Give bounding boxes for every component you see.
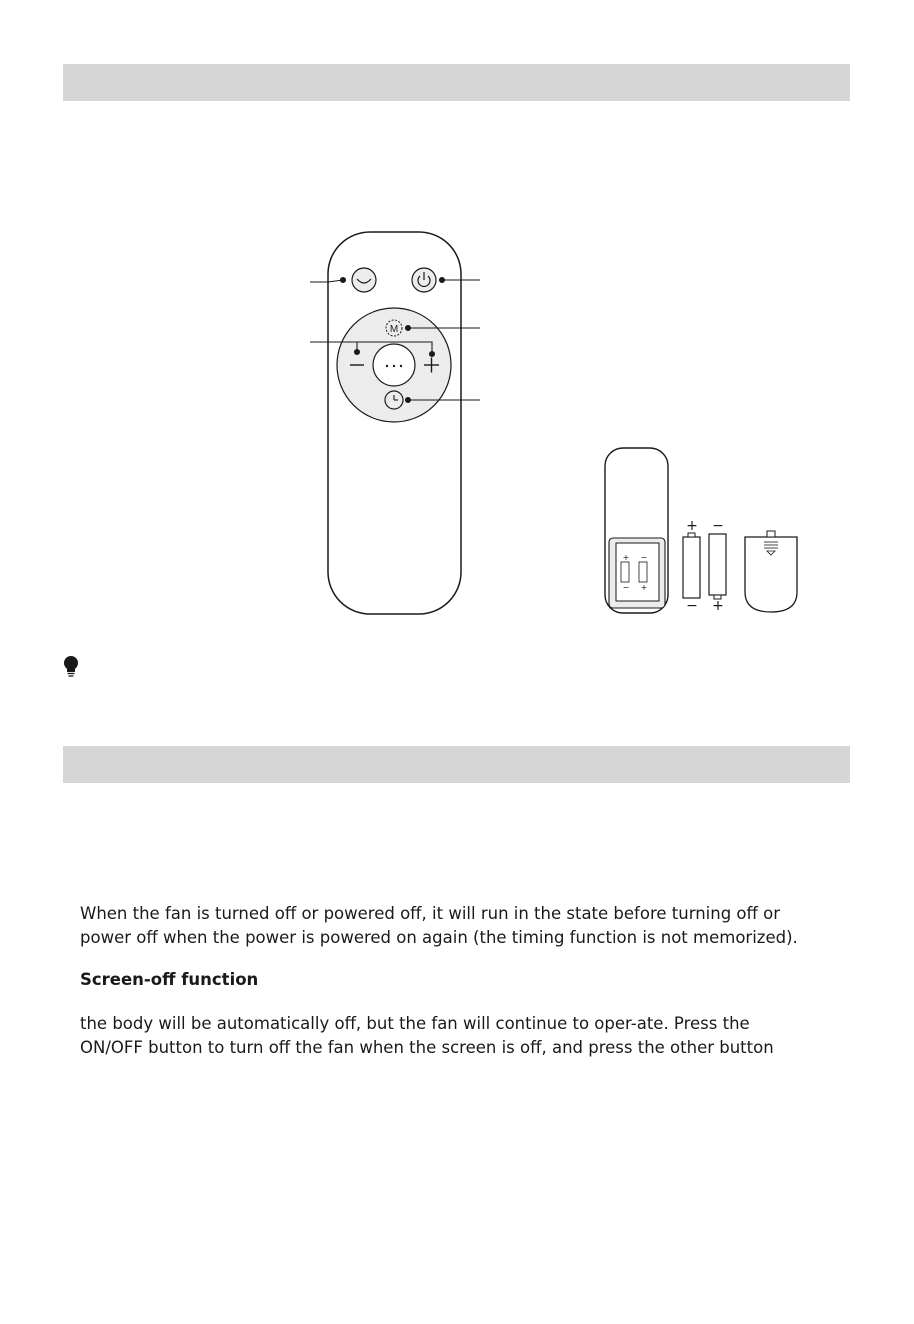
center-button[interactable] [373,344,415,386]
battery2-bottom-sign: + [712,598,724,614]
slot2-bottom-sign: + [640,583,648,592]
power-button[interactable] [412,268,436,292]
battery-1 [683,533,700,598]
memory-paragraph-line2: power off when the power is powered on again (the timing function is not memorized). [80,928,798,947]
battery-2 [709,534,726,599]
mode-label: M [389,324,399,335]
slot2-top-sign: − [640,553,648,562]
battery2-top-sign: − [712,518,724,534]
lightbulb-icon [60,654,82,680]
timer-button[interactable] [385,391,403,409]
battery-cover [745,531,797,612]
mode-button[interactable] [386,320,402,336]
remote-control-figure [0,0,914,650]
screen-off-paragraph-line2: ON/OFF button to turn off the fan when the screen is off, and press the other button [80,1038,774,1057]
battery1-top-sign: + [686,518,698,534]
remote-body [328,232,461,614]
remote-back [605,448,668,613]
section-header-bar-bottom [63,746,850,783]
slot1-top-sign: + [622,553,630,562]
battery1-bottom-sign: − [686,598,698,614]
memory-paragraph-line1: When the fan is turned off or powered off, it will run in the state before turning off or [80,904,780,923]
slot1-bottom-sign: − [622,583,630,592]
screen-off-heading: Screen-off function [80,970,259,989]
screen-off-paragraph-line1: the body will be automatically off, but the fan will continue to oper-ate. Press the [80,1014,750,1033]
oscillate-button[interactable] [352,268,376,292]
